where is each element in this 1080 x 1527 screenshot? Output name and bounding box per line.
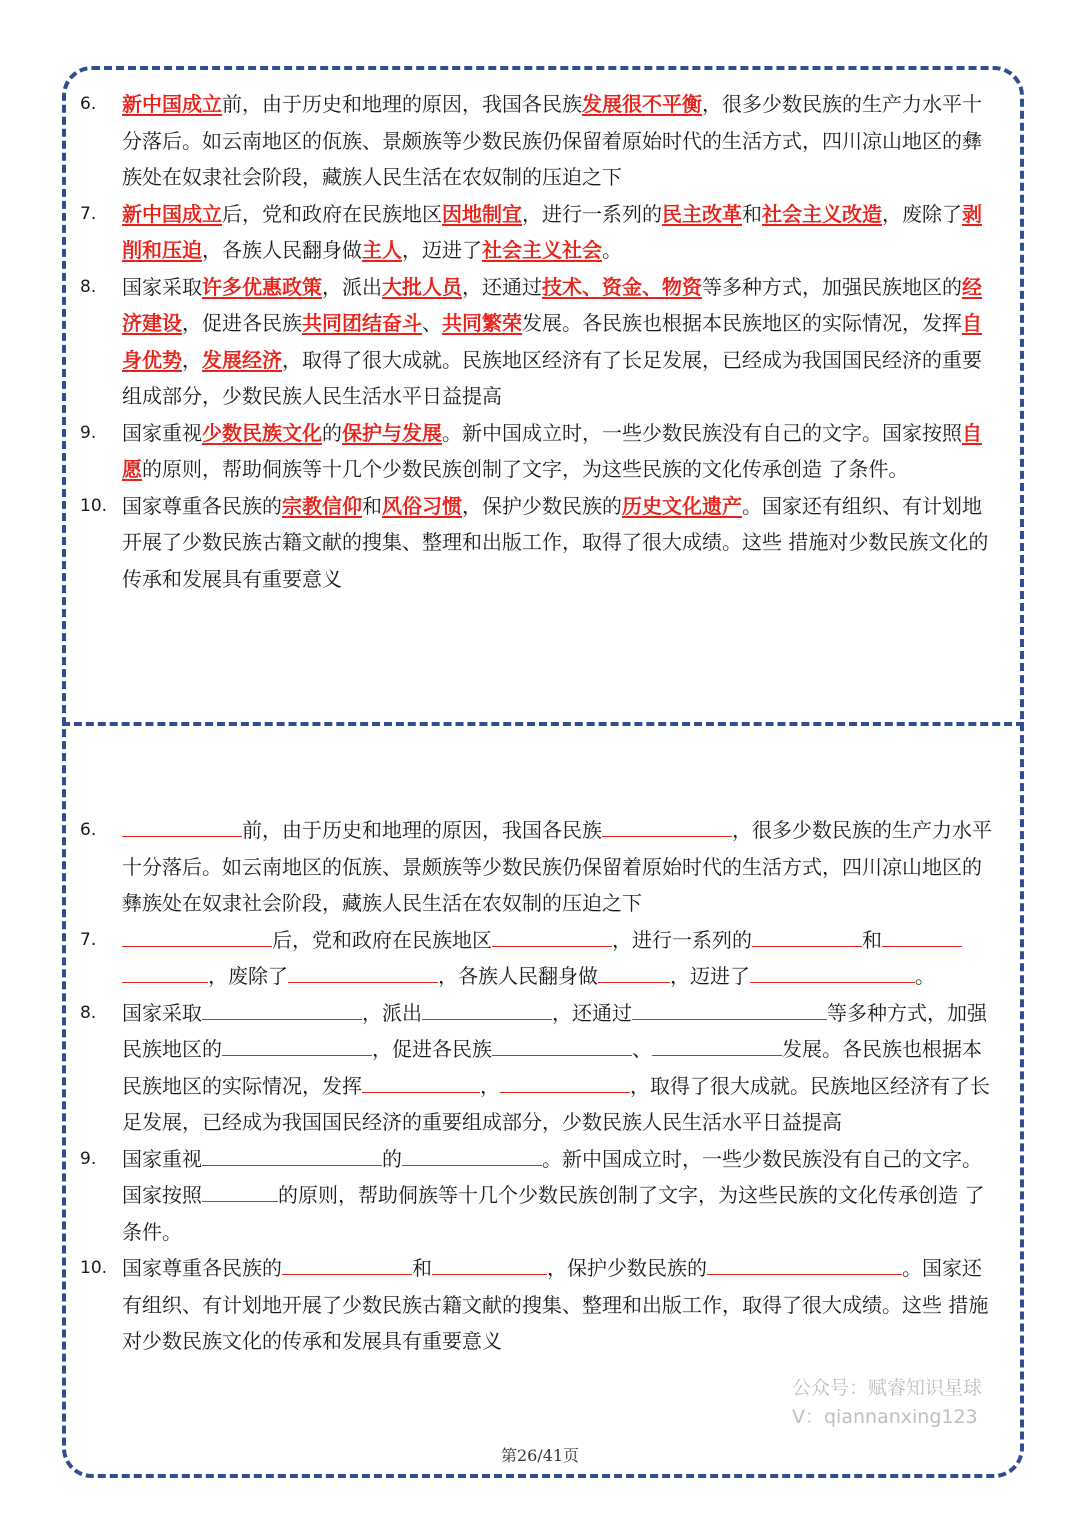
- highlighted-answer: 自愿: [122, 420, 982, 481]
- highlighted-answer: 社会主义社会: [482, 238, 602, 262]
- item-text: 国家尊重各民族的: [122, 493, 282, 518]
- item-text: ，各族人民翻身做: [438, 964, 598, 988]
- item-text: 。: [915, 964, 935, 988]
- item-text: 国家尊重各民族的: [122, 1256, 282, 1280]
- highlighted-answer: 民主改革: [662, 201, 742, 226]
- list-item: [80, 488, 1000, 598]
- highlighted-answer: 少数民族文化: [202, 420, 322, 445]
- answers-section: [80, 86, 1000, 597]
- answer-blank[interactable]: [632, 997, 827, 1020]
- answer-blank[interactable]: [362, 1070, 480, 1093]
- item-text: ，废除了: [882, 201, 962, 226]
- item-text: ，很多少数民族的生产力水平十分落后。如云南地区的佤族、景颇族等少数民族仍保留着原始时代的生活方式，四川凉山地区的彝族处在奴隶社会阶段，藏族人民生活在农奴制的压迫之下: [122, 92, 982, 189]
- item-text: ，: [480, 1073, 500, 1098]
- highlighted-answer: 发展很不平衡: [582, 92, 702, 116]
- list-item: [80, 86, 1000, 196]
- item-text: ，保护少数民族的: [547, 1256, 707, 1280]
- highlighted-answer: 保护与发展: [342, 420, 442, 445]
- item-text: 。: [602, 238, 622, 262]
- highlighted-answer: 大批人员: [382, 274, 462, 299]
- item-text: 。新中国成立时，一些少数民族没有自己的文字。国家按照: [442, 420, 962, 445]
- answer-blank[interactable]: [202, 1143, 382, 1166]
- list-item: [80, 922, 1000, 995]
- item-text: ，还通过: [552, 1000, 632, 1025]
- section-divider: [62, 722, 1024, 726]
- item-text: 国家采取: [122, 1000, 202, 1025]
- answer-blank[interactable]: [707, 1252, 902, 1275]
- answer-blank[interactable]: [222, 1033, 372, 1056]
- item-text: ，保护少数民族的: [462, 493, 622, 518]
- item-text: 和: [742, 201, 762, 226]
- list-item: [80, 269, 1000, 415]
- list-item: [80, 995, 1000, 1141]
- answer-blank[interactable]: [432, 1252, 547, 1275]
- highlighted-answer: 经济建设: [122, 274, 982, 335]
- item-number: 10.: [80, 1258, 108, 1278]
- item-text: ，取得了很大成就。民族地区经济有了长足发展，已经成为我国国民经济的重要组成部分，少数民族人民生活水平日益提高: [122, 347, 982, 408]
- answer-blank[interactable]: [652, 1033, 782, 1056]
- item-text: ，各族人民翻身做: [202, 238, 362, 262]
- page-number: 第26/41页: [500, 1446, 580, 1465]
- item-text: 的: [322, 420, 342, 445]
- highlighted-answer: 历史文化遗产: [622, 493, 742, 518]
- item-text: ，取得了很大成就。民族地区经济有了长足发展，已经成为我国国民经济的重要组成部分，少数民族人民生活水平日益提高: [122, 1073, 990, 1134]
- list-item: [80, 812, 1000, 922]
- item-text: 后，党和政府在民族地区: [272, 927, 492, 952]
- item-text: 前，由于历史和地理的原因，我国各民族: [222, 92, 582, 116]
- item-text: ，派出: [322, 274, 382, 299]
- list-item: [80, 1141, 1000, 1251]
- highlighted-answer: 新中国成立: [122, 92, 222, 116]
- item-text: 的原则，帮助侗族等十几个少数民族创制了文字，为这些民族的文化传承创造 了条件。: [122, 1183, 985, 1244]
- item-text: 、: [632, 1037, 652, 1061]
- item-number: 7.: [80, 929, 97, 950]
- highlighted-answer: 社会主义改造: [762, 201, 882, 226]
- item-text: 。新中国成立时，一些少数民族没有自己的文字。国家按照: [122, 1146, 982, 1207]
- list-item: [80, 415, 1000, 488]
- answer-blank[interactable]: [122, 960, 208, 983]
- item-text: ，还通过: [462, 274, 542, 299]
- fill-in-blanks-section: [80, 812, 1000, 1360]
- item-text: 的: [382, 1146, 402, 1171]
- item-text: ，迈进了: [402, 238, 482, 262]
- item-number: 9.: [80, 422, 97, 443]
- item-text: 国家采取: [122, 274, 202, 299]
- answer-blank[interactable]: [602, 814, 732, 837]
- answer-blank[interactable]: [752, 924, 862, 947]
- answer-blank[interactable]: [492, 1033, 632, 1056]
- answer-blank[interactable]: [750, 960, 915, 983]
- item-text: ，促进各民族: [372, 1037, 492, 1061]
- highlighted-answer: 自身优势: [122, 311, 982, 372]
- highlighted-answer: 发展经济: [202, 347, 282, 372]
- item-text: 。国家还有组织、有计划地开展了少数民族古籍文献的搜集、整理和出版工作，取得了很大成绩。这些 措施对少数民族文化的传承和发展具有重要意义: [122, 1256, 989, 1353]
- highlighted-answer: 新中国成立: [122, 201, 222, 226]
- item-text: 和: [412, 1256, 432, 1280]
- answer-blank[interactable]: [202, 1179, 278, 1202]
- highlighted-answer: 剥削和压迫: [122, 201, 982, 262]
- answer-blank[interactable]: [402, 1143, 542, 1166]
- item-text: 发展。各民族也根据本民族地区的实际情况，发挥: [122, 1037, 982, 1098]
- item-number: 7.: [80, 203, 97, 224]
- item-text: ，进行一系列的: [522, 201, 662, 226]
- highlighted-answer: 许多优惠政策: [202, 274, 322, 299]
- item-number: 6.: [80, 820, 97, 840]
- answer-blank[interactable]: [422, 997, 552, 1020]
- item-text: ，很多少数民族的生产力水平十分落后。如云南地区的佤族、景颇族等少数民族仍保留着原始时代的生活方式，四川凉山地区的彝族处在奴隶社会阶段，藏族人民生活在农奴制的压迫之下: [122, 818, 992, 915]
- watermark-account: 公众号：赋睿知识星球: [792, 1377, 983, 1399]
- answer-blank[interactable]: [288, 960, 438, 983]
- item-text: 后，党和政府在民族地区: [222, 201, 442, 226]
- item-number: 10.: [80, 495, 108, 516]
- highlighted-answer: 宗教信仰: [282, 493, 362, 518]
- item-text: ，派出: [362, 1000, 422, 1025]
- item-text: ，废除了: [208, 964, 288, 988]
- answer-blank[interactable]: [882, 924, 962, 947]
- list-item: [80, 1250, 1000, 1360]
- answer-blank[interactable]: [492, 924, 612, 947]
- item-text: 等多种方式，加强民族地区的: [702, 274, 962, 299]
- item-text: 国家重视: [122, 420, 202, 445]
- item-text: 。国家还有组织、有计划地开展了少数民族古籍文献的搜集、整理和出版工作，取得了很大成绩。这些 措施对少数民族文化的传承和发展具有重要意义: [122, 493, 989, 591]
- answer-blank[interactable]: [500, 1070, 630, 1093]
- answer-blank[interactable]: [122, 924, 272, 947]
- item-number: 8.: [80, 1002, 97, 1023]
- highlighted-answer: 技术、资金、物资: [542, 274, 702, 299]
- item-text: ，: [182, 347, 202, 372]
- item-text: 等多种方式，加强民族地区的: [122, 1000, 987, 1061]
- item-text: ，进行一系列的: [612, 927, 752, 952]
- item-text: 和: [362, 493, 382, 518]
- item-text: 、: [422, 311, 442, 335]
- item-text: 发展。各民族也根据本民族地区的实际情况，发挥: [522, 311, 962, 335]
- answer-blank[interactable]: [282, 1252, 412, 1275]
- item-text: ，迈进了: [670, 964, 750, 988]
- watermark-contact: V：qiannanxing123: [792, 1406, 978, 1428]
- list-item: [80, 196, 1000, 269]
- item-text: ，促进各民族: [182, 311, 302, 335]
- answer-blank[interactable]: [122, 814, 242, 837]
- item-number: 6.: [80, 94, 97, 114]
- item-number: 9.: [80, 1148, 97, 1169]
- highlighted-answer: 主人: [362, 238, 402, 262]
- highlighted-answer: 风俗习惯: [382, 493, 462, 518]
- item-text: 和: [862, 927, 882, 952]
- answer-blank[interactable]: [202, 997, 362, 1020]
- highlighted-answer: 共同团结奋斗: [302, 311, 422, 335]
- item-text: 国家重视: [122, 1146, 202, 1171]
- watermark: [792, 1374, 982, 1432]
- answer-blank[interactable]: [598, 960, 670, 983]
- item-text: 前，由于历史和地理的原因，我国各民族: [242, 818, 602, 842]
- item-number: 8.: [80, 276, 97, 297]
- item-text: 的原则，帮助侗族等十几个少数民族创制了文字，为这些民族的文化传承创造 了条件。: [142, 457, 909, 481]
- highlighted-answer: 共同繁荣: [442, 311, 522, 335]
- highlighted-answer: 因地制宜: [442, 201, 522, 226]
